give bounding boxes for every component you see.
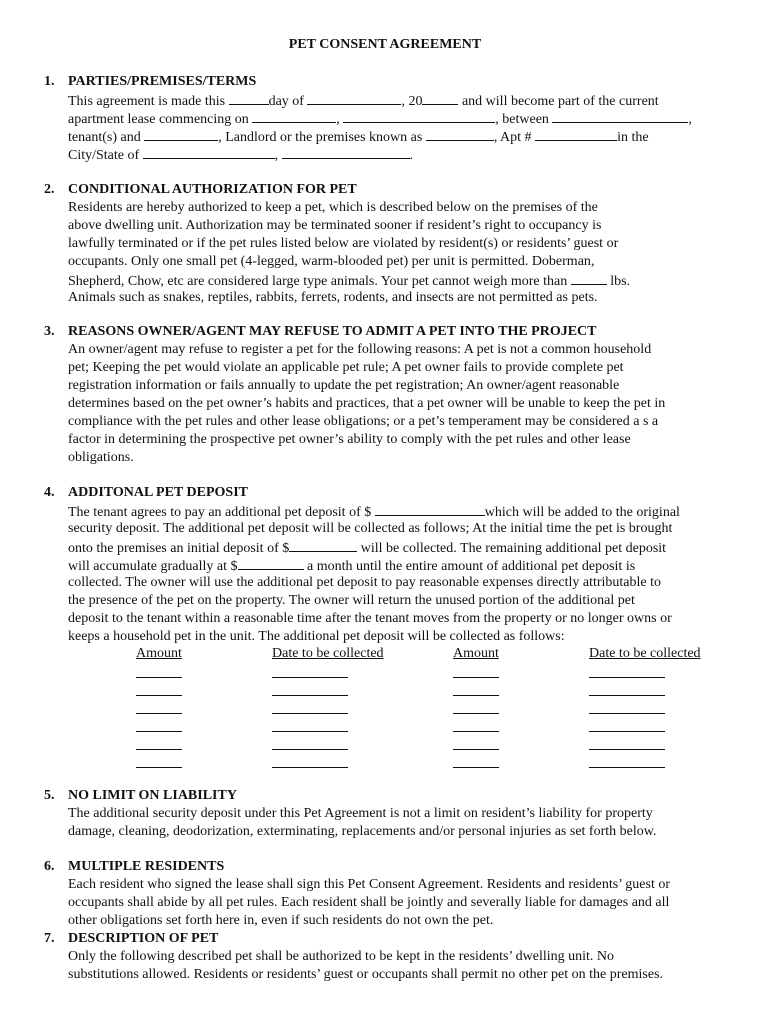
schedule-blank[interactable] xyxy=(136,713,182,714)
text: This agreement is made this xyxy=(68,94,229,109)
text: The tenant agrees to pay an additional pet deposit of $ xyxy=(68,505,375,520)
section-refusal-reasons xyxy=(44,323,734,467)
text: , 20 xyxy=(401,94,423,109)
lease-start-blank[interactable] xyxy=(252,109,336,123)
text: , xyxy=(336,112,344,127)
month-blank[interactable] xyxy=(307,91,401,105)
text: onto the premises an initial deposit of $ xyxy=(68,541,290,556)
section-number: 4. xyxy=(44,485,55,500)
text: , between xyxy=(495,112,553,127)
section-pet-deposit xyxy=(44,484,734,646)
section-body xyxy=(68,91,734,163)
section-body xyxy=(68,876,734,930)
schedule-blank[interactable] xyxy=(589,695,665,696)
schedule-blank[interactable] xyxy=(589,731,665,732)
apt-number-blank[interactable] xyxy=(535,127,617,141)
lease-year-blank[interactable] xyxy=(343,109,495,123)
schedule-blank[interactable] xyxy=(272,713,348,714)
schedule-blank[interactable] xyxy=(453,695,499,696)
text-line: keeps a household pet in the unit. The additional pet deposit will be collected as follows: xyxy=(68,629,565,644)
text-line: pet; Keeping the pet would violate an applicable pet rule; A pet owner fails to provide complete pet xyxy=(68,360,624,375)
initial-deposit-blank[interactable] xyxy=(289,538,357,552)
schedule-blank[interactable] xyxy=(453,749,499,750)
column-header-amount: Amount xyxy=(453,646,499,661)
text: day of xyxy=(268,94,308,109)
schedule-blank[interactable] xyxy=(136,749,182,750)
schedule-blank[interactable] xyxy=(136,677,182,678)
section-pet-description xyxy=(44,930,734,984)
schedule-blank[interactable] xyxy=(589,677,665,678)
section-body xyxy=(68,948,734,984)
text: which will be added to the original xyxy=(484,505,680,520)
text-line: occupants shall abide by all pet rules. Each resident shall be jointly and severally liable for damages and all xyxy=(68,895,670,910)
text-line: collected. The owner will use the additional pet deposit to pay reasonable expenses directly attributable to xyxy=(68,575,661,590)
text: and will become part of the current xyxy=(458,94,659,109)
text: lbs. xyxy=(606,274,631,289)
text: in the xyxy=(617,130,649,145)
text-line: occupants. Only one small pet (4-legged, warm-blooded pet) per unit is permitted. Doberman, xyxy=(68,254,595,269)
schedule-blank[interactable] xyxy=(136,767,182,768)
text: apartment lease commencing on xyxy=(68,112,253,127)
document-title: PET CONSENT AGREEMENT xyxy=(288,37,482,52)
section-heading: PARTIES/PREMISES/TERMS xyxy=(68,74,257,89)
section-heading: REASONS OWNER/AGENT MAY REFUSE TO ADMIT A PET INTO THE PROJECT xyxy=(68,324,597,339)
text: City/State of xyxy=(68,148,143,163)
text: , Apt # xyxy=(493,130,536,145)
text: , xyxy=(274,148,282,163)
text-line: The additional security deposit under this Pet Agreement is not a limit on resident’s liability for property xyxy=(68,806,653,821)
schedule-blank[interactable] xyxy=(453,731,499,732)
schedule-blank[interactable] xyxy=(136,695,182,696)
text-line: Animals such as snakes, reptiles, rabbits, ferrets, rodents, and insects are not permitted as pets. xyxy=(68,290,598,305)
section-number: 1. xyxy=(44,74,55,89)
text: . xyxy=(409,148,414,163)
text-line: Only the following described pet shall be authorized to be kept in the residents’ dwelling unit. No xyxy=(68,949,614,964)
schedule-blank[interactable] xyxy=(136,731,182,732)
text-line: security deposit. The additional pet deposit will be collected as follows; At the initial time the pet is brought xyxy=(68,521,673,536)
text-line: substitutions allowed. Residents or residents’ guest or occupants shall permit no other pet on the premises. xyxy=(68,967,664,982)
schedule-blank[interactable] xyxy=(272,767,348,768)
text-line: registration information or fails annually to update the pet registration; An owner/agent reasonable xyxy=(68,378,620,393)
text-line: determines based on the pet owner’s habits and practices, that a pet owner will be unable to keep the pet in xyxy=(68,396,666,411)
text: , xyxy=(688,112,692,127)
year-blank[interactable] xyxy=(422,91,458,105)
text-line: above dwelling unit. Authorization may be terminated sooner if resident’s right to occupancy is xyxy=(68,218,602,233)
schedule-blank[interactable] xyxy=(453,767,499,768)
section-heading: NO LIMIT ON LIABILITY xyxy=(68,788,237,803)
text-line: Each resident who signed the lease shall sign this Pet Consent Agreement. Residents and residents’ guest or xyxy=(68,877,671,892)
schedule-blank[interactable] xyxy=(272,695,348,696)
text: , Landlord or the premises known as xyxy=(218,130,426,145)
text-line: the presence of the pet on the property. The owner will return the unused portion of the additional pet xyxy=(68,593,635,608)
section-multiple-residents xyxy=(44,858,734,930)
text-line: damage, cleaning, deodorization, exterminating, replacements and/or personal injuries as set forth below. xyxy=(68,824,657,839)
section-heading: ADDITONAL PET DEPOSIT xyxy=(68,485,248,500)
text-line: compliance with the pet rules and other lease obligations; or a pet’s temperament may be considered a s a xyxy=(68,414,659,429)
section-number: 7. xyxy=(44,931,55,946)
schedule-blank[interactable] xyxy=(272,749,348,750)
text: a month until the entire amount of additional pet deposit is xyxy=(303,559,636,574)
schedule-blank[interactable] xyxy=(453,677,499,678)
schedule-blank[interactable] xyxy=(589,767,665,768)
state-blank[interactable] xyxy=(282,145,410,159)
schedule-blank[interactable] xyxy=(272,731,348,732)
section-body xyxy=(68,341,734,467)
tenant-name-blank[interactable] xyxy=(552,109,688,123)
section-number: 3. xyxy=(44,324,55,339)
text-line: other obligations set forth here in, even if such residents do not own the pet. xyxy=(68,913,494,928)
section-conditional-authorization xyxy=(44,181,734,307)
premises-blank[interactable] xyxy=(426,127,494,141)
text-line: obligations. xyxy=(68,450,134,465)
text-line: Residents are hereby authorized to keep a pet, which is described below on the premises of the xyxy=(68,200,598,215)
schedule-blank[interactable] xyxy=(272,677,348,678)
column-header-date: Date to be collected xyxy=(272,646,384,661)
schedule-blank[interactable] xyxy=(589,713,665,714)
text: tenant(s) and xyxy=(68,130,145,145)
section-number: 6. xyxy=(44,859,55,874)
section-liability xyxy=(44,787,734,841)
section-number: 2. xyxy=(44,182,55,197)
text-line: An owner/agent may refuse to register a pet for the following reasons: A pet is not a common household xyxy=(68,342,652,357)
section-body xyxy=(68,502,734,646)
section-heading: CONDITIONAL AUTHORIZATION FOR PET xyxy=(68,182,357,197)
day-blank[interactable] xyxy=(229,91,269,105)
text-line: lawfully terminated or if the pet rules listed below are violated by resident(s) or residents’ guest or xyxy=(68,236,619,251)
text: will be collected. The remaining additional pet deposit xyxy=(357,541,667,556)
tenant-name-blank-2[interactable] xyxy=(144,127,218,141)
section-parties xyxy=(44,73,734,163)
column-header-amount: Amount xyxy=(136,646,182,661)
city-blank[interactable] xyxy=(143,145,275,159)
section-heading: DESCRIPTION OF PET xyxy=(68,931,219,946)
text-line: deposit to the tenant within a reasonable time after the tenant moves from the property or no longer owns or xyxy=(68,611,672,626)
section-heading: MULTIPLE RESIDENTS xyxy=(68,859,225,874)
section-body xyxy=(68,199,734,307)
text-line: factor in determining the prospective pet owner’s ability to comply with the pet rules and other lease xyxy=(68,432,631,447)
schedule-blank[interactable] xyxy=(453,713,499,714)
section-body xyxy=(68,805,734,841)
deposit-amount-blank[interactable] xyxy=(375,502,485,516)
text: Shepherd, Chow, etc are considered large type animals. Your pet cannot weigh more than xyxy=(68,274,571,289)
column-header-date: Date to be collected xyxy=(589,646,701,661)
monthly-amount-blank[interactable] xyxy=(238,556,304,570)
text: will accumulate gradually at $ xyxy=(68,559,238,574)
weight-limit-blank[interactable] xyxy=(571,271,607,285)
schedule-blank[interactable] xyxy=(589,749,665,750)
section-number: 5. xyxy=(44,788,55,803)
